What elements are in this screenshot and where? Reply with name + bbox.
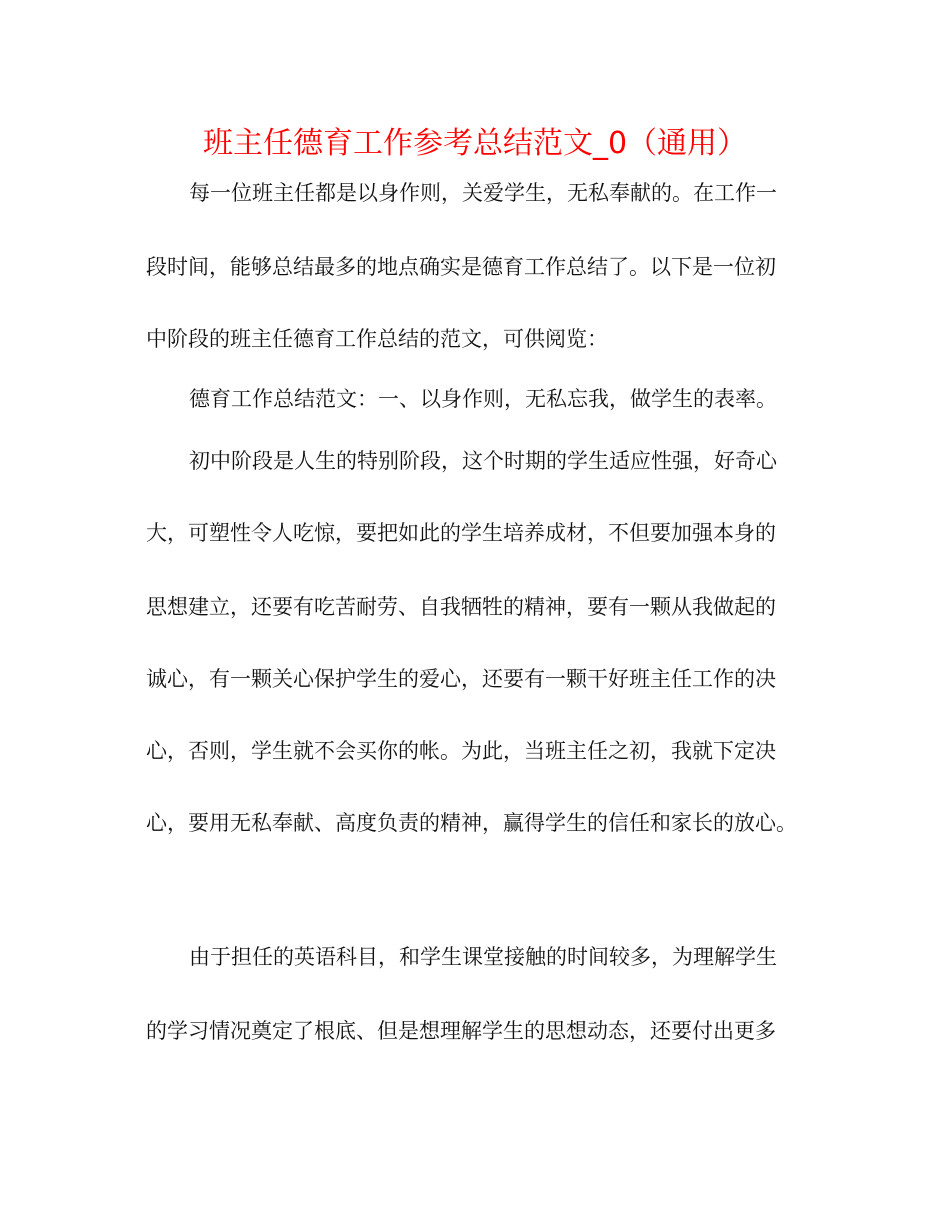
paragraph-line: 心，否则，学生就不会买你的帐。为此，当班主任之初，我就下定决: [146, 739, 776, 763]
paragraph-line: 中阶段的班主任德育工作总结的范文，可供阅览：: [146, 327, 608, 351]
document-title: 班主任德育工作参考总结范文_0（通用）: [202, 126, 748, 161]
paragraph-line: 思想建立，还要有吃苦耐劳、自我牺牲的精神，要有一颗从我做起的: [146, 595, 776, 619]
paragraph-line: 心，要用无私奉献、高度负责的精神，赢得学生的信任和家长的放心。: [146, 811, 797, 835]
paragraph-line: 的学习情况奠定了根底、但是想理解学生的思想动态，还要付出更多: [146, 1019, 776, 1043]
paragraph-line: 德育工作总结范文：一、以身作则，无私忘我，做学生的表率。: [189, 387, 777, 411]
paragraph-line: 大，可塑性令人吃惊，要把如此的学生培养成材，不但要加强本身的: [146, 521, 776, 545]
paragraph-line: 由于担任的英语科目，和学生课堂接触的时间较多，为理解学生: [189, 945, 777, 969]
paragraph-line: 段时间，能够总结最多的地点确实是德育工作总结了。以下是一位初: [146, 255, 776, 279]
paragraph-line: 每一位班主任都是以身作则，关爱学生，无私奉献的。在工作一: [189, 181, 777, 205]
paragraph-line: 初中阶段是人生的特别阶段，这个时期的学生适应性强，好奇心: [189, 449, 777, 473]
paragraph-line: 诚心，有一颗关心保护学生的爱心，还要有一颗干好班主任工作的决: [146, 667, 776, 691]
